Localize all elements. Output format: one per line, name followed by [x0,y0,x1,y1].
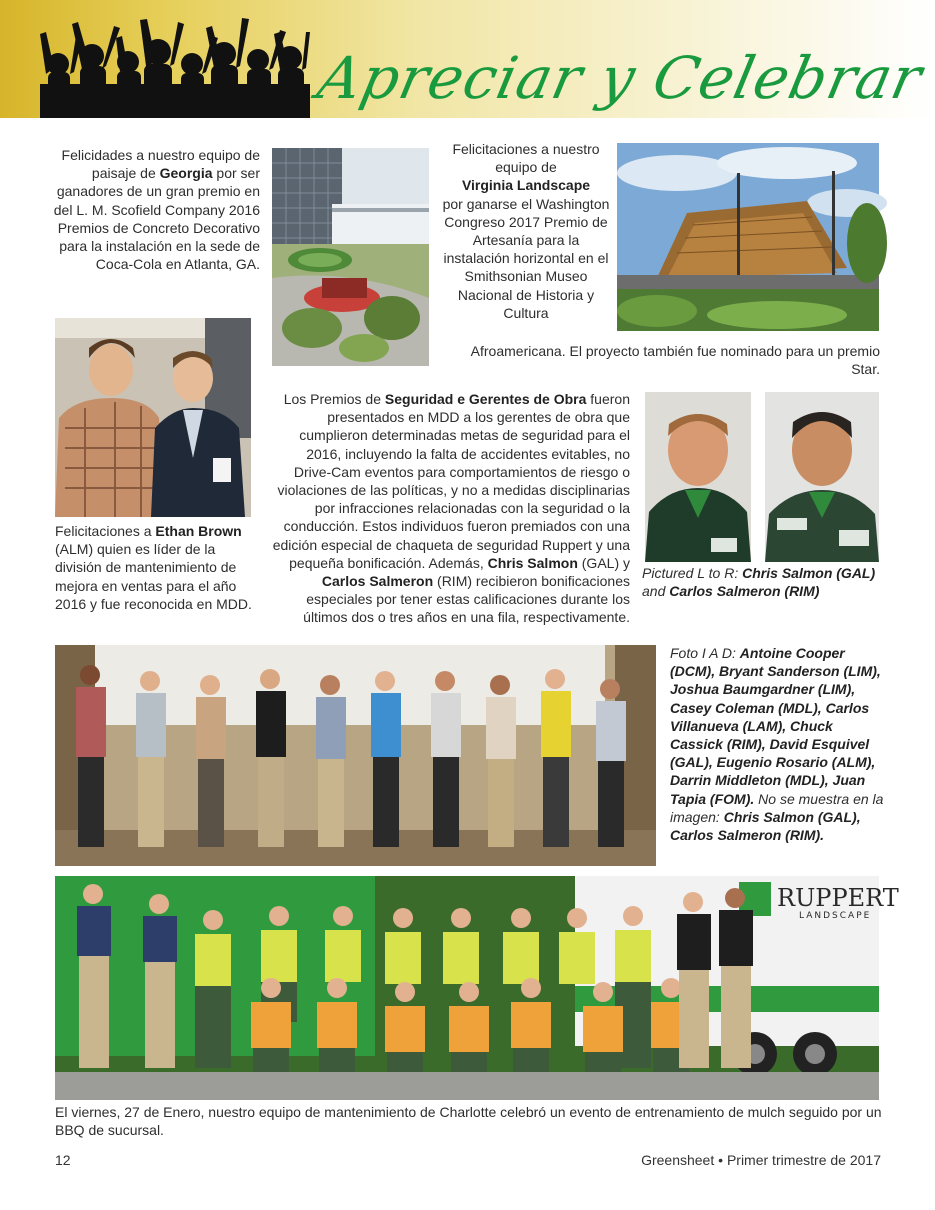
safety-chris-name: Chris Salmon [487,554,578,571]
safety-text-3: (GAL) y [577,554,630,571]
ethan-paragraph [55,522,255,613]
foto-names: Antoine Cooper (DCM), Bryant Sanderson (LIM), Joshua Baumgardner (LIM), Casey Coleman (MDL), Carlos Villanueva (LAM), Chuck Cassick (RIM), David Esquivel (GAL), Eugenio Rosario (ALM), Darrin Middleton (MDL), Juan Tapia (FOM). [670,645,881,807]
charlotte-team-photo [55,876,899,1100]
pictured-caption [642,564,882,600]
virginia-team-name: Virginia Landscape [461,177,591,194]
page-number: 12 [55,1152,71,1168]
charlotte-caption: El viernes, 27 de Enero, nuestro equipo de mantenimiento de Charlotte celebró un evento de entrenamiento de mulch seguido por un BBQ de sucursal. [55,1104,882,1139]
issue-name: Primer trimestre de 2017 [726,1152,881,1168]
ethan-text-post: (ALM) quien es líder de la división de mantenimiento de mejora en ventas para el año 2016 y fue reconocida en MDD. [55,541,252,612]
safety-carlos-name: Carlos Salmeron [321,573,434,590]
safety-text-2: fueron presentados en MDD a los gerentes de obra que cumplieron determinadas metas de seguridad para el 2016, incluyendo la falta de accidentes evitables, no Drive-Cam eventos para comportamientos de riesgo o violaciones de las políticas, y no a medidas disciplinarias por infracciones relacionadas con la seguridad o la conducción. Estos individuos fueron premiados con una edición especial de chaqueta de seguridad Ruppert y una pequeña bonificación. Además, [272,391,630,571]
site-managers-group-photo [55,645,656,866]
pictured-text-pre: Pictured L to R: [642,565,743,581]
ethan-text-pre: Felicitaciones a [55,523,156,539]
safety-text-4: (RIM) recibieron bonificaciones especiales por tener estas calificaciones durante los últimos dos o tres años en una fila, respectivamente. [303,573,630,626]
carlos-salmeron-photo [765,392,879,562]
virginia-text-post: por ganarse el Washington Congreso 2017 Premio de Artesanía para la instalación horizontal en el Smithsonian Museo Nacional de Historia y Cultura [442,195,610,321]
truck-logo-text: RUPPERT [777,884,899,912]
pictured-chris: Chris Salmon (GAL) [742,565,876,581]
coca-cola-headquarters-photo [272,148,429,366]
chris-salmon-photo [645,392,751,562]
foto-text-pre: Foto I A D: [670,645,740,661]
georgia-paragraph [52,146,260,273]
ethan-name: Ethan Brown [155,523,242,539]
virginia-text-pre: Felicitaciones a nuestro equipo de [452,141,600,176]
group-photo-caption [670,644,884,844]
page-title: Apreciar y Celebrar [312,44,929,112]
safety-paragraph [268,390,630,627]
foto-text-mid: No se muestra en la imagen: [670,790,884,825]
georgia-team-name: Georgia [159,165,213,182]
safety-text-1: Los Premios de [283,391,385,407]
publication-name: Greensheet [641,1152,715,1168]
ethan-brown-photo [55,318,251,517]
truck-logo-subtext: LANDSCAPE [799,911,872,921]
virginia-paragraph-tail: Afroamericana. El proyecto también fue nominado para un premio Star. [470,343,880,378]
virginia-paragraph [440,140,612,322]
safety-award-name: Seguridad e Gerentes de Obra [384,391,587,407]
pictured-carlos: Carlos Salmeron (RIM) [669,583,820,600]
foto-missing-names: Chris Salmon (GAL), Carlos Salmeron (RIM). [670,808,861,844]
footer-publication [641,1152,881,1168]
smithsonian-museum-photo [617,143,879,331]
footer-bullet: • [718,1152,727,1168]
georgia-text-post: por ser ganadores de un gran premio en del L. M. Scofield Company 2016 Premios de Concreto Decorativo para la instalación en la sede de Coca-Cola en Atlanta, GA. [53,165,260,273]
pictured-text-mid: and [642,583,670,600]
crowd-silhouette-icon [40,14,310,118]
georgia-text-pre: Felicidades a nuestro equipo de paisaje de [61,147,260,182]
